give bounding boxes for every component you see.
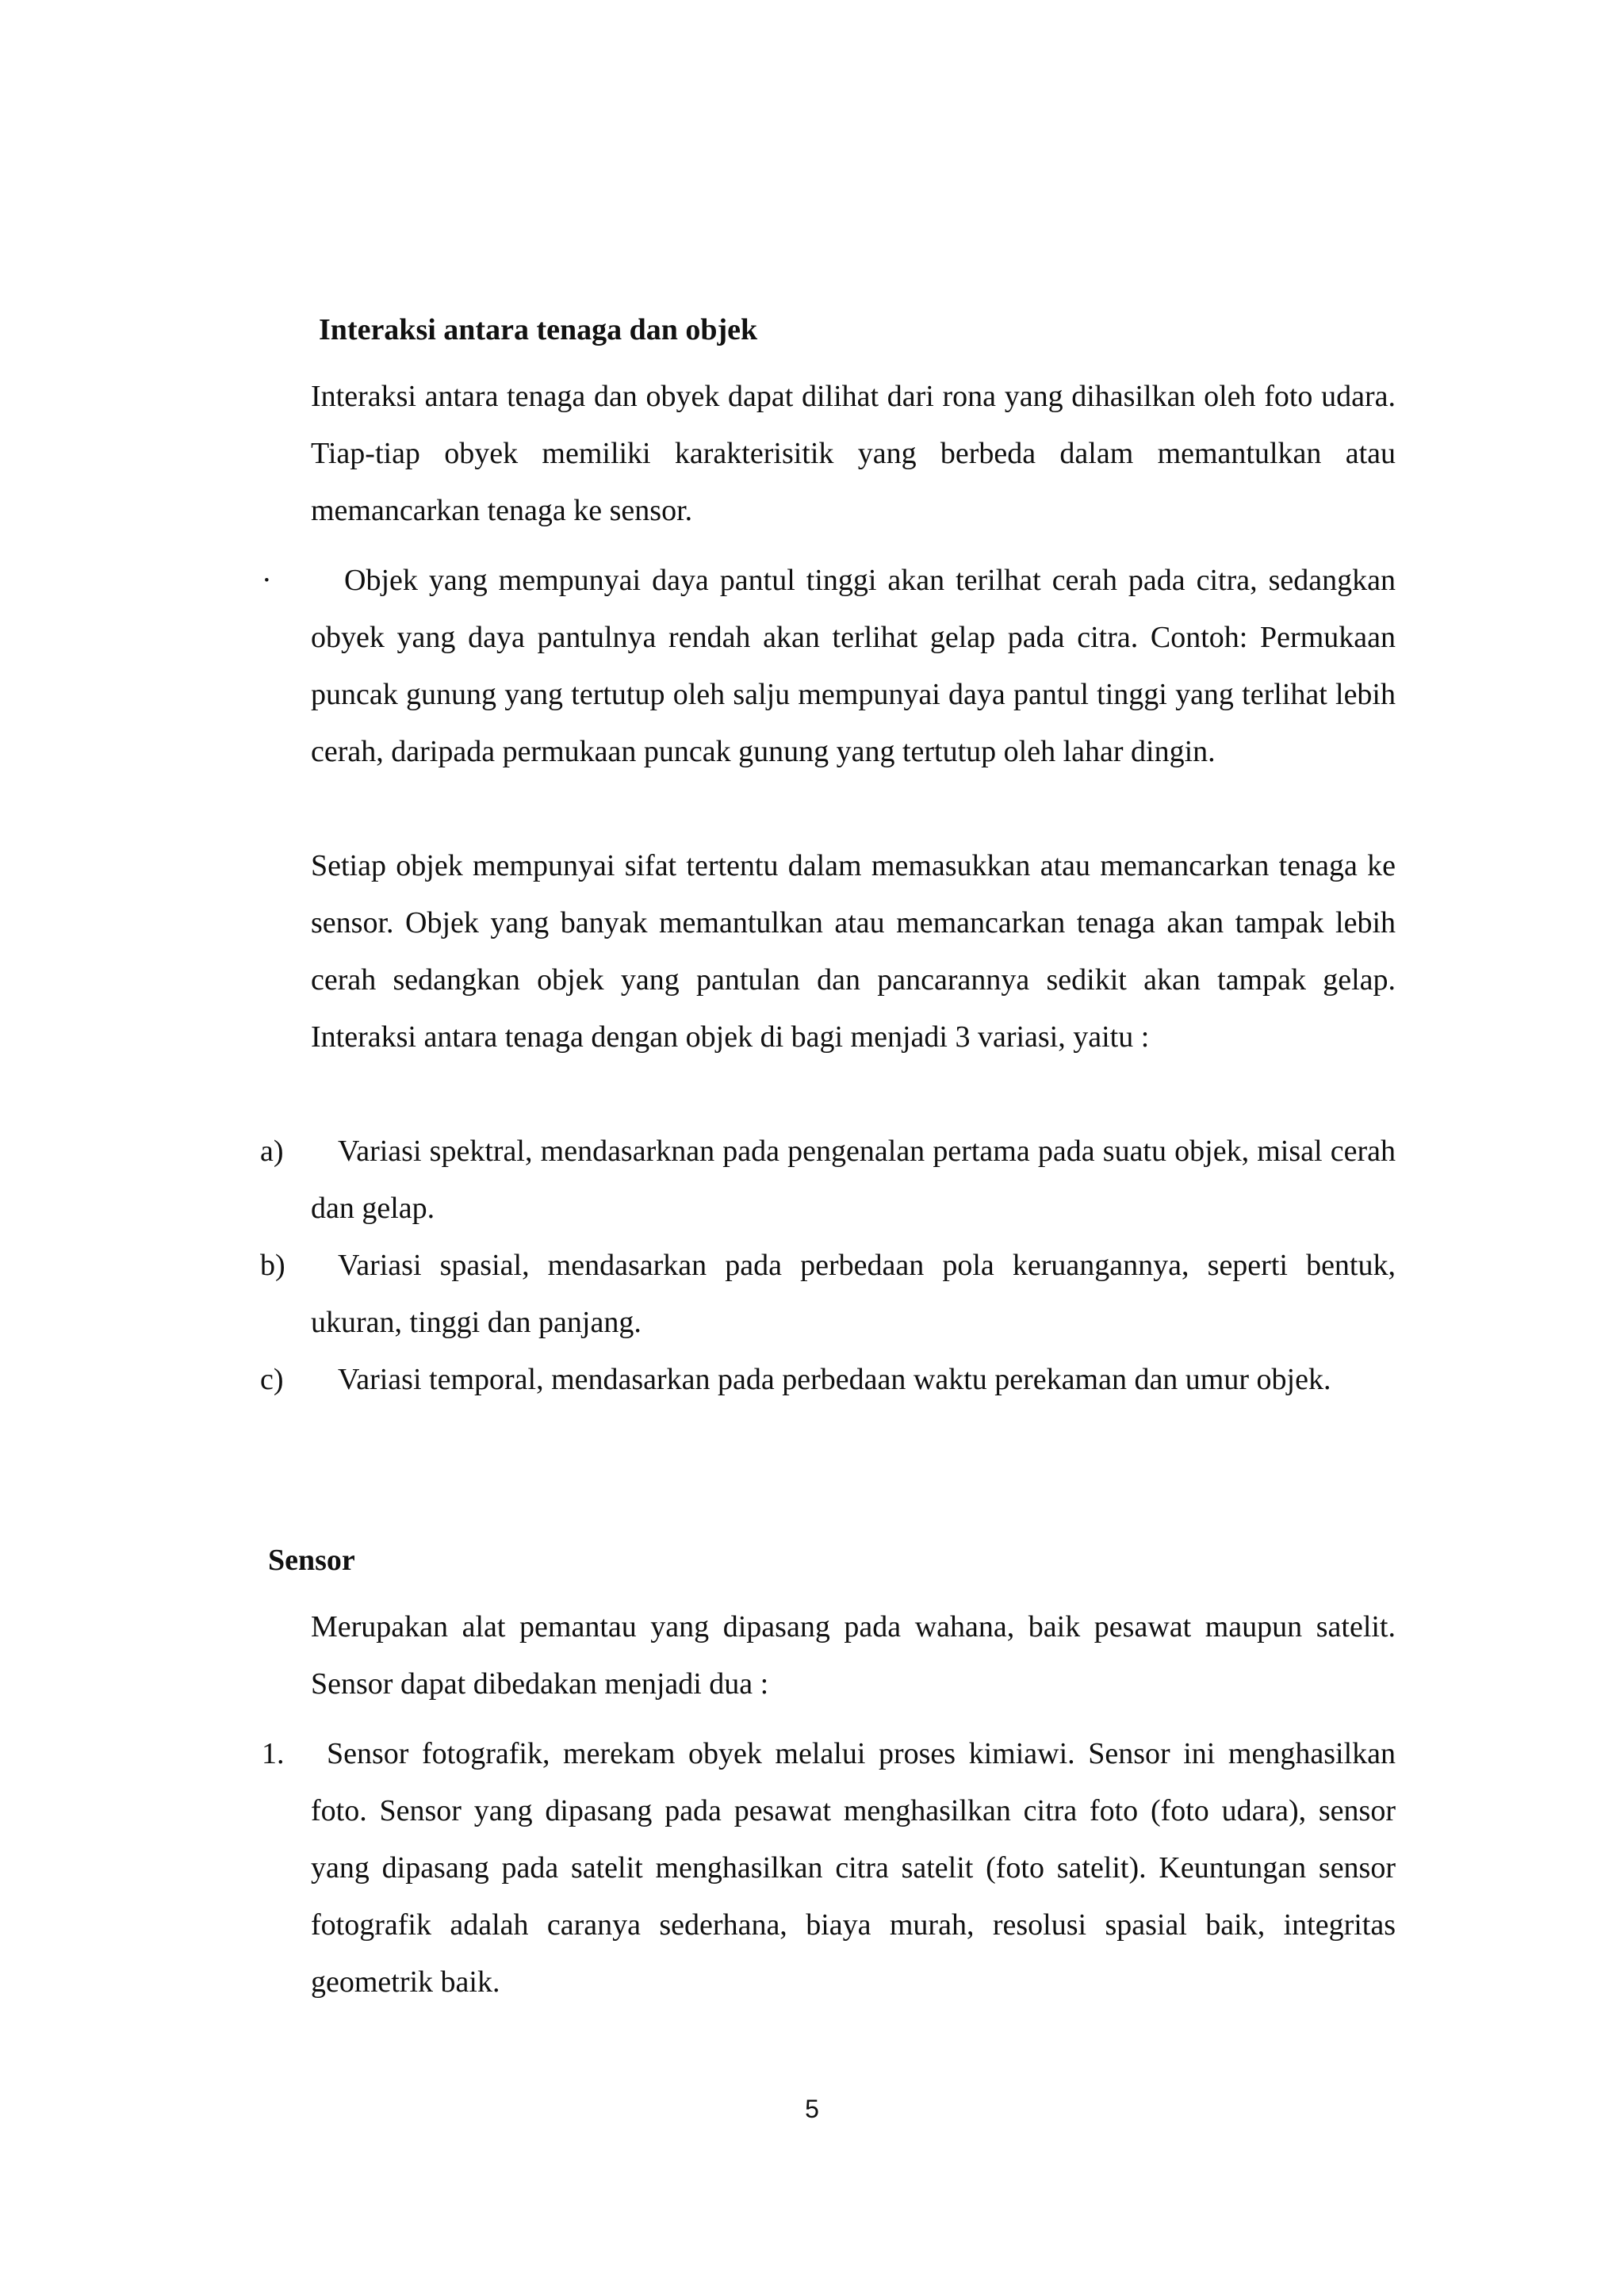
bullet-paragraph: Objek yang mempunyai daya pantul tinggi akan terilhat cerah pada citra, sedangkan obyek yang daya pantulnya rendah akan terlihat gelap pada citra. Contoh: Permukaan puncak gunung yang tertutup oleh salju mempunyai daya pantul tinggi yang terlihat lebih cerah, daripada permukaan puncak gunung yang tertutup oleh lahar dingin.: [311, 564, 1396, 768]
list-marker-b: b): [260, 1249, 285, 1282]
intro-paragraph: Interaksi antara tenaga dan obyek dapat dilihat dari rona yang dihasilkan oleh foto udara. Tiap-tiap obyek memiliki karakterisitik yang berbeda dalam memantulkan atau memancarkan tenaga ke sensor.: [311, 380, 1396, 527]
section-heading-sensor: Sensor: [268, 1544, 355, 1577]
bullet-marker: ·: [262, 564, 272, 597]
section-heading-interaksi: Interaksi antara tenaga dan objek: [319, 313, 758, 346]
sensor-intro-paragraph: Merupakan alat pemantau yang dipasang pada wahana, baik pesawat maupun satelit. Sensor dapat dibedakan menjadi dua :: [311, 1610, 1396, 1701]
list-marker-a: a): [260, 1135, 284, 1168]
list-item-photographic-sensor: Sensor fotografik, merekam obyek melalui proses kimiawi. Sensor ini menghasilkan foto. Sensor yang dipasang pada pesawat menghasilkan citra foto (foto udara), sensor yang dipasang pada satelit menghasilkan citra satelit (foto satelit). Keuntungan sensor fotografik adalah caranya sederhana, biaya murah, resolusi spasial baik, integritas geometrik baik.: [311, 1737, 1396, 1999]
variation-intro-paragraph: Setiap objek mempunyai sifat tertentu dalam memasukkan atau memancarkan tenaga ke sensor. Objek yang banyak memantulkan atau memancarkan tenaga akan tampak lebih cerah sedangkan objek yang pantulan dan pancarannya sedikit akan tampak gelap. Interaksi antara tenaga dengan objek di bagi menjadi 3 variasi, yaitu :: [311, 849, 1396, 1054]
list-marker-c: c): [260, 1363, 284, 1396]
list-item-temporal: Variasi temporal, mendasarkan pada perbedaan waktu perekaman dan umur objek.: [338, 1363, 1331, 1396]
page-number: 5: [805, 2095, 819, 2123]
list-marker-1: 1.: [262, 1737, 285, 1770]
list-item-spectral: Variasi spektral, mendasarknan pada pengenalan pertama pada suatu objek, misal cerah dan gelap.: [311, 1135, 1396, 1225]
list-item-spatial: Variasi spasial, mendasarkan pada perbedaan pola keruangannya, seperti bentuk, ukuran, tinggi dan panjang.: [311, 1249, 1396, 1339]
